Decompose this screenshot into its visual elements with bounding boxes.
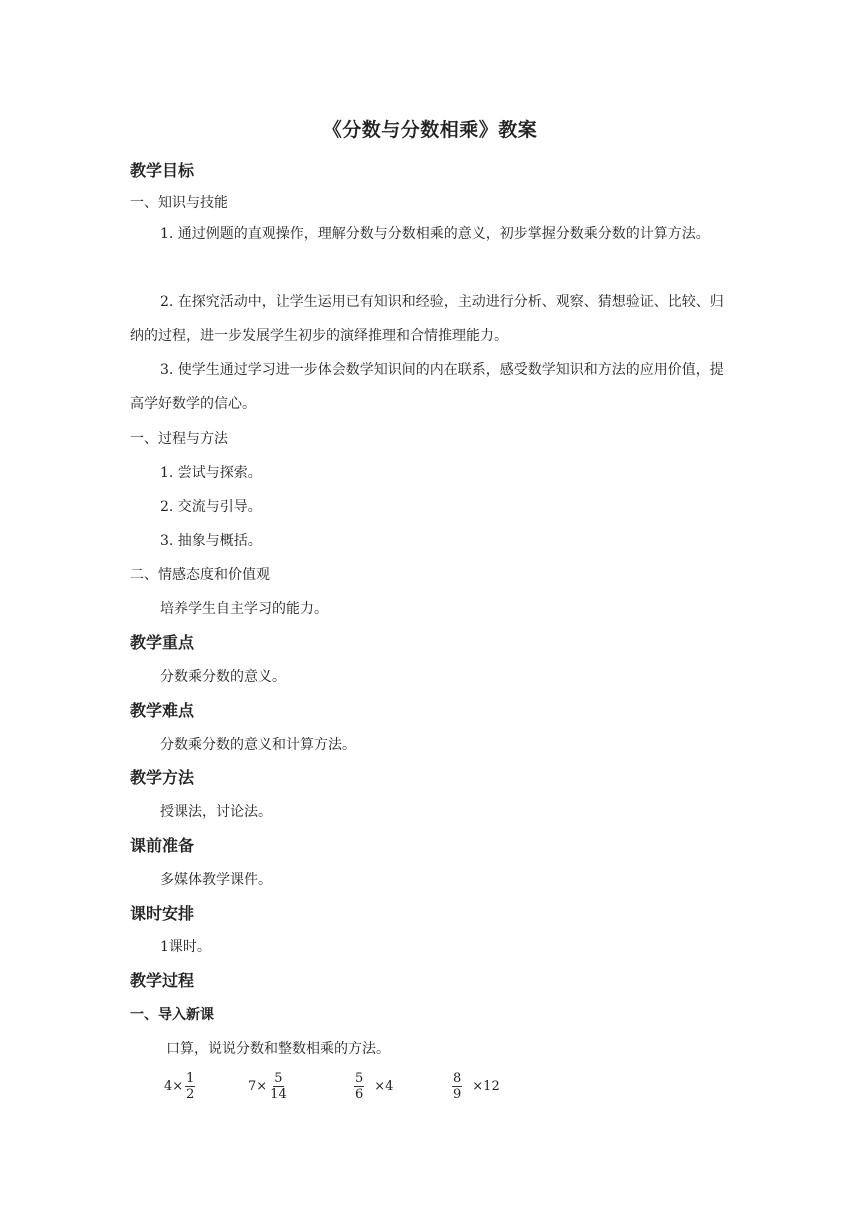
fraction-numerator: 5: [355, 1070, 364, 1086]
difficulty-text: 分数乘分数的意义和计算方法。: [160, 737, 356, 753]
subheading-process-methods: 一、过程与方法: [130, 431, 228, 447]
method-text: 授课法，讨论法。: [160, 804, 272, 820]
goal-item-3: 3. 使学生通过学习进一步体会数学知识间的内在联系，感受数学知识和方法的应用价值，提高学好数学的信心。: [130, 362, 724, 412]
exercise-item: [164, 1066, 197, 1106]
schedule-text: 1课时。: [160, 939, 211, 955]
heading-method: 教学方法: [130, 768, 195, 787]
heading-teaching-goals: 教学目标: [130, 161, 195, 180]
goal-item-2: 2. 在探究活动中，让学生运用已有知识和经验，主动进行分析、观察、猜想验证、比较、归纳的过程，进一步发展学生初步的演绎推理和合情推理能力。: [130, 294, 724, 344]
preparation-text: 多媒体教学课件。: [160, 872, 272, 888]
exercise-item: [248, 1066, 290, 1106]
fraction-numerator: 8: [453, 1070, 462, 1086]
exercise-left: 4×: [164, 1078, 184, 1094]
fraction-denominator: 6: [355, 1086, 364, 1102]
heading-preparation: 课前准备: [130, 836, 195, 855]
document-title: 《分数与分数相乘》教案: [322, 119, 538, 141]
subheading-emotion-values: 二、情感态度和价值观: [130, 567, 270, 583]
exercise-left: 7×: [248, 1078, 268, 1094]
heading-difficulty: 教学难点: [130, 701, 195, 720]
exercise-item: [450, 1066, 500, 1106]
subheading-knowledge-skills: 一、知识与技能: [130, 195, 228, 211]
fraction-denominator: 2: [186, 1086, 195, 1102]
process-item-3: 3. 抽象与概括。: [160, 533, 262, 549]
fraction: [354, 1071, 364, 1102]
fraction-denominator: 9: [453, 1086, 462, 1102]
process-item-2: 2. 交流与引导。: [160, 499, 262, 515]
fraction-numerator: 5: [274, 1070, 283, 1086]
emotion-text: 培养学生自主学习的能力。: [160, 601, 328, 617]
fraction: [452, 1071, 462, 1102]
fraction-denominator: 14: [270, 1086, 287, 1102]
intro-text: 口算，说说分数和整数相乘的方法。: [166, 1041, 390, 1057]
goal-item-1: 1. 通过例题的直观操作，理解分数与分数相乘的意义，初步掌握分数乘分数的计算方法。: [160, 226, 710, 242]
fraction: [269, 1071, 288, 1102]
key-point-text: 分数乘分数的意义。: [160, 669, 286, 685]
exercise-item: [352, 1066, 393, 1106]
exercise-row: [0, 1066, 860, 1106]
fraction: [185, 1071, 195, 1102]
heading-schedule: 课时安排: [130, 904, 195, 923]
exercise-right: ×4: [374, 1078, 394, 1094]
subheading-intro: 一、导入新课: [130, 1007, 214, 1023]
process-item-1: 1. 尝试与探索。: [160, 465, 262, 481]
fraction-numerator: 1: [186, 1070, 195, 1086]
exercise-right: ×12: [472, 1078, 500, 1094]
heading-teaching-process: 教学过程: [130, 971, 195, 990]
heading-key-point: 教学重点: [130, 633, 195, 652]
